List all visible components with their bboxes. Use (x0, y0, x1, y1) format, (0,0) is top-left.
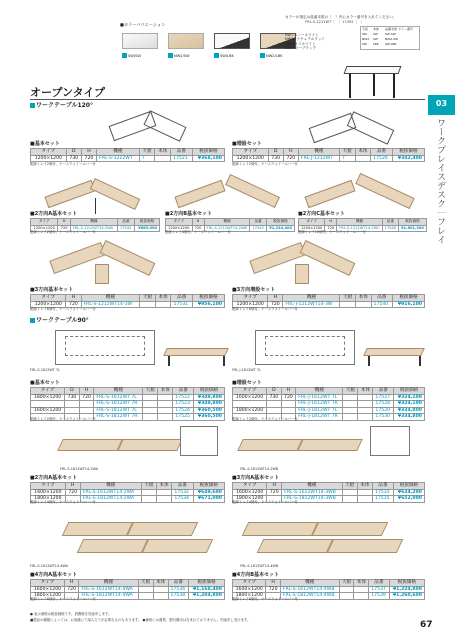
table-row: 1200×1200 720 FRL-S-1212WT14-2WA 17544 ¥689,000 (31, 225, 160, 232)
footer-note-2: ■製品の種類によっては、お客様にて組み立てが必要なものもあります。 ●価格には運賃、据付費用は含まれておりません。別途申し受けます。 (30, 618, 251, 622)
swatch-label-2: NW2/SW (168, 53, 190, 58)
col-header: 税抜価格 (393, 483, 424, 490)
col-header: タイプ (233, 580, 266, 587)
col-header: 天板 (138, 580, 153, 587)
col-header: 品番 (373, 388, 394, 395)
col-header: タイプ (233, 388, 267, 395)
col-header: 本体 (357, 483, 372, 490)
table-row: 1800×1200 FRL-S-1812WT14-4WA 17538 ¥1,204,800 (31, 593, 225, 600)
col-header: 税抜価格 (189, 580, 225, 587)
caption-90-4wa: FRL-S-1612WT14-4WA (30, 564, 68, 568)
page-title: オープンタイプ (30, 86, 106, 99)
table-row: 1800×1200 FRL-S-1812WT14-3WB 17535 ¥652,000 (233, 496, 425, 503)
col-header: タイプ (31, 149, 67, 156)
note-120-3w-add: 配線トレイ6個付、ケースウォイールバー付 (232, 307, 298, 311)
table-row: 1600×1200 730 720 FRL-J-1612WT 7L 17527 ¥324,100 (233, 394, 425, 401)
col-header: タイプ (31, 295, 66, 302)
col-header: 品番 (171, 295, 193, 302)
page-number: 67 (420, 620, 433, 630)
col-header: タイプ (233, 149, 269, 156)
col-header: H (64, 580, 78, 587)
table-row: 1200×1200 720 FRL-S-1212WT14-2WB 17545 ¥1,234,400 (166, 225, 295, 232)
title-rule (30, 99, 425, 100)
chapter-number: 03 (435, 99, 448, 108)
col-header: タイプ (31, 219, 58, 226)
col-header: 本体 (155, 149, 171, 156)
heading-90-2wa: ■2方向A基本セット (30, 475, 78, 481)
color-code-table (360, 26, 420, 50)
color-order-note: カラーの指定は品番末尾の［ ］内にカラー番号を入れてください。 (285, 15, 397, 19)
table-row: FRL-S-1612WT 7R 17523 ¥349,800 (31, 401, 225, 408)
col-header: D (66, 149, 81, 156)
table-row: 1200×1200 720 FRL-S-1212WT14-2WC 17546 ¥1,601,300 (299, 225, 427, 232)
table-row: 1800×1200 FRL-S-1812WT14-4WB 17539 ¥1,260,600 (233, 593, 425, 600)
note-90-3w: 配線トレイ4個付、ケースウォイールバー付 (232, 500, 298, 504)
col-header: 機種 (283, 295, 340, 302)
heading-90-3w: ■3方向A基本セット (232, 475, 280, 481)
col-header: 天板 (141, 483, 156, 490)
col-header: 天板 (139, 149, 155, 156)
drawing-120-add (300, 108, 400, 148)
table-row: FRL-J-1612WT 7R 17528 ¥324,100 (233, 401, 425, 408)
col-header: 品番 (372, 483, 393, 490)
table-row: 1800×1200 FRL-S-1812WT14-2WA 17534 ¥671,000 (31, 496, 225, 503)
code-table-cell: SW-SW (385, 32, 396, 36)
table-row: 1800×1200 FRL-J-1812WT 7L 17529 ¥334,800 (233, 407, 425, 414)
col-header: 品番 (371, 295, 392, 302)
col-header: H (65, 483, 80, 490)
col-header: 機種 (337, 219, 383, 226)
col-header: H (266, 580, 280, 587)
col-header: 品番 (172, 483, 193, 490)
code-table-cell: SW (362, 42, 367, 46)
col-header: H (192, 219, 204, 226)
heading-90-4wa: ■4方向A基本セット (30, 572, 78, 578)
col-header: 機種 (79, 580, 138, 587)
vertical-title-main: ワークプレイスデスク (435, 118, 445, 208)
legend-line: GW=オフホワイト (285, 41, 316, 46)
code-table-head: 天板 (362, 27, 369, 31)
col-header: 天板 (340, 295, 356, 302)
note-120-2wa: 配線トレイ2個付、ケースウォイールバー付 (30, 230, 96, 234)
table-row: 1600×1200 720 FRL-S-1612WT14-2WA 17532 ¥649,600 (31, 489, 225, 496)
note-120-3w: 配線トレイ6個付、ケースウォイールバー付 (30, 307, 96, 311)
heading-120-add: ■増設セット (232, 141, 262, 147)
caption-90-add: FRL-J-1812WT 7L (232, 368, 261, 372)
col-header: 税抜価格 (135, 219, 160, 226)
table-row: 1600×1200 FRL-S-1812WT 7L 17524 ¥360,500 (31, 407, 225, 414)
col-header: 税抜価格 (193, 483, 225, 490)
col-header: 品番 (369, 580, 389, 587)
col-header: H (267, 483, 282, 490)
col-header: タイプ (31, 483, 66, 490)
table-row: FRL-J-1812WT 7R 17530 ¥334,800 (233, 414, 425, 421)
col-header: H (268, 295, 283, 302)
caption-90-2wa: FRL-S-1612WT14-2WA (60, 467, 98, 471)
swatch-label-1: SW/SW (122, 53, 141, 58)
col-header: 税抜価格 (394, 388, 425, 395)
code-table-cell: NW2-SW (385, 37, 399, 41)
col-header: タイプ (166, 219, 193, 226)
table-row: 1600×1200 720 FRL-S-1612WT14-4WB 17537 ¥1,224,800 (233, 586, 425, 593)
col-header: D (268, 149, 283, 156)
color-order-example: FRL-S-1212WT［ ］17492［ ］ (305, 20, 365, 24)
col-header: 機種 (298, 149, 339, 156)
code-table-head: 本体 (373, 27, 380, 31)
swatch-label-3: SW/LBK (214, 53, 234, 58)
table-90-add (232, 387, 425, 421)
col-header: 機種 (97, 149, 140, 156)
section-title-90: ワークテーブル90° (30, 318, 89, 324)
heading-90-basic: ■基本セット (30, 380, 60, 386)
col-header: 税抜価格 (393, 295, 425, 302)
drawing-90-4wa (60, 507, 220, 567)
col-header: H (281, 388, 296, 395)
col-header: H (81, 149, 96, 156)
note-120-2wc: 配線トレイ10個付、ケースウォイールバー付 (298, 230, 366, 234)
code-table-cell: NW2 (362, 37, 370, 41)
code-table-cell: LBK (373, 42, 379, 46)
table-row: 1800×1200 730 720 FRL-S-1612WT 7L 17522 ¥349,800 (31, 394, 225, 401)
heading-120-3w: ■3方向基本セット (30, 287, 74, 293)
table-row: FRL-S-1812WT 7R 17525 ¥360,500 (31, 414, 225, 421)
table-row: 1200×1200 730 720 FRL-J-1212WT 7 17526 ¥342,400 (233, 155, 425, 162)
table-row: 1200×1200 730 720 FRL-S-1212WT 7 17521 ¥368,100 (31, 155, 225, 162)
table-row: 1600×1200 720 FRL-S-1612WT14-3WB 17533 ¥634,200 (233, 489, 425, 496)
col-header: 機種 (70, 219, 117, 226)
col-header: 機種 (80, 483, 141, 490)
col-header: 品番 (382, 219, 398, 226)
heading-90-add: ■増設セット (232, 380, 262, 386)
vertical-title-sub: フレイ (435, 217, 445, 244)
col-header: 本体 (355, 149, 371, 156)
caption-90-basic: FRL-S-1812WT 7L (30, 368, 60, 372)
drawing-120-3w (40, 236, 190, 286)
col-header: 天板 (339, 580, 354, 587)
heading-90-4wb: ■4方向B基本セット (232, 572, 280, 578)
col-header: 税抜価格 (399, 219, 427, 226)
note-90-add: 配線トレイ2個付、ケースウォイールバー付 (232, 417, 298, 421)
heading-120-2wb: ■2方向B基本セット (165, 211, 213, 217)
swatch-image-3 (214, 33, 250, 49)
table-120-basic (30, 148, 225, 162)
swatch-image-2 (168, 33, 204, 49)
col-header: タイプ (233, 295, 268, 302)
col-header: 品番 (168, 580, 189, 587)
col-header: 本体 (158, 388, 173, 395)
note-120-add: 配線トレイ2個付、ケースウォイールバー付 (232, 162, 298, 166)
table-row: 1600×1200 720 FRL-S-1612WT14-4WA 17536 ¥1,168,400 (31, 586, 225, 593)
col-header: 本体 (156, 483, 171, 490)
note-90-4wa: 配線トレイ8個付、ケースウォイールバー付 (30, 597, 96, 601)
col-header: タイプ (31, 580, 65, 587)
col-header: 機種 (204, 219, 250, 226)
col-header: 税抜価格 (392, 149, 424, 156)
caption-90-3w: FRL-S-1612WT14-2WB (240, 467, 279, 471)
code-table-cell: SW (373, 37, 378, 41)
col-header: 機種 (296, 388, 343, 395)
col-header: 税抜価格 (192, 149, 224, 156)
drawing-120-basic (100, 108, 190, 148)
legend-line: NW2=ナチュラルウッド (285, 37, 326, 42)
col-header: D (267, 388, 282, 395)
code-table-head: 品番末尾 カラー番号 (385, 27, 413, 31)
chapter-tab (428, 95, 455, 115)
col-header: H (79, 388, 94, 395)
col-header: 天板 (143, 388, 158, 395)
col-header: 機種 (282, 483, 343, 490)
table-row: 1200×1200 720 FRL-S-1212WT14-3W 17531 ¥956,100 (31, 301, 225, 308)
col-header: 税抜価格 (192, 295, 224, 302)
color-variation-label: ■カラーバリエーション (120, 22, 166, 27)
col-header: 品番 (371, 149, 393, 156)
col-header: 本体 (356, 295, 372, 302)
col-header: 品番 (173, 388, 194, 395)
col-header: 本体 (155, 295, 171, 302)
code-table-cell: SW-LBK (385, 42, 397, 46)
col-header: 天板 (343, 388, 358, 395)
table-120-add (232, 148, 425, 162)
product-photo (345, 48, 400, 100)
table-row: 1200×1200 720 FRL-J-1212WT14-3W 17540 ¥916,100 (233, 301, 425, 308)
drawing-90-basic (55, 326, 160, 371)
col-header: 天板 (339, 149, 355, 156)
col-header: 天板 (140, 295, 156, 302)
caption-90-4wb: FRL-S-1612WT14-4WB (240, 564, 279, 568)
desk-render-90-r (365, 348, 425, 366)
table-90-basic (30, 387, 225, 421)
drawing-90-4wb (240, 507, 420, 567)
code-table-cell: SW (373, 32, 378, 36)
swatch-image-1 (122, 33, 158, 49)
note-90-basic: 配線トレイ2個付、ケースウォイールバー付 (30, 417, 96, 421)
col-header: 品番 (171, 149, 193, 156)
footer-note-1: ● 表示価格は税抜価格です。消費税を別途申します。 (30, 612, 112, 616)
chapter-vertical-title: ワークプレイスデスク｜フレイ (435, 118, 445, 244)
col-header: 機種 (94, 388, 143, 395)
heading-120-2wa: ■2方向A基本セット (30, 211, 78, 217)
note-90-4wb: 配線トレイ8個付、ケースウォイールバー付 (232, 597, 298, 601)
col-header: 機種 (81, 295, 140, 302)
col-header: 機種 (280, 580, 339, 587)
col-header: 天板 (342, 483, 357, 490)
col-header: H (66, 295, 81, 302)
legend-line: SW=スノーホワイト (285, 33, 319, 37)
col-header: H (283, 149, 298, 156)
col-header: 本体 (354, 580, 369, 587)
heading-120-3w-add: ■3方向増設セット (232, 287, 276, 293)
col-header: 税抜価格 (266, 219, 294, 226)
col-header: タイプ (299, 219, 325, 226)
code-table-cell: SW (362, 32, 367, 36)
drawing-120-3w-add (240, 236, 390, 286)
note-120-basic: 配線トレイ2個付、ケースウォイールバー付 (30, 162, 96, 166)
col-header: H (325, 219, 337, 226)
col-header: タイプ (233, 483, 267, 490)
heading-120-basic: ■基本セット (30, 141, 60, 147)
col-header: D (65, 388, 80, 395)
section-title-120: ワークテーブル120° (30, 103, 93, 109)
drawing-90-add (255, 326, 360, 371)
col-header: H (58, 219, 70, 226)
col-header: 品番 (117, 219, 134, 226)
col-header: タイプ (31, 388, 65, 395)
col-header: 税抜価格 (389, 580, 424, 587)
note-120-2wb: 配線トレイ4個付、ケースウォイールバー付 (165, 230, 231, 234)
heading-120-2wc: ■2方向C基本セット (298, 211, 345, 217)
legend-line: LBK=リーブラック (285, 46, 317, 51)
desk-render-90-l (165, 348, 230, 366)
note-90-2wa: 配線トレイ4個付、ケースウォイールバー付 (30, 500, 96, 504)
col-header: 税抜価格 (194, 388, 225, 395)
col-header: 品番 (250, 219, 267, 226)
col-header: 本体 (153, 580, 168, 587)
color-swatches (120, 31, 310, 61)
swatch-label-4: NW2/LBK (260, 53, 283, 58)
col-header: 本体 (358, 388, 373, 395)
